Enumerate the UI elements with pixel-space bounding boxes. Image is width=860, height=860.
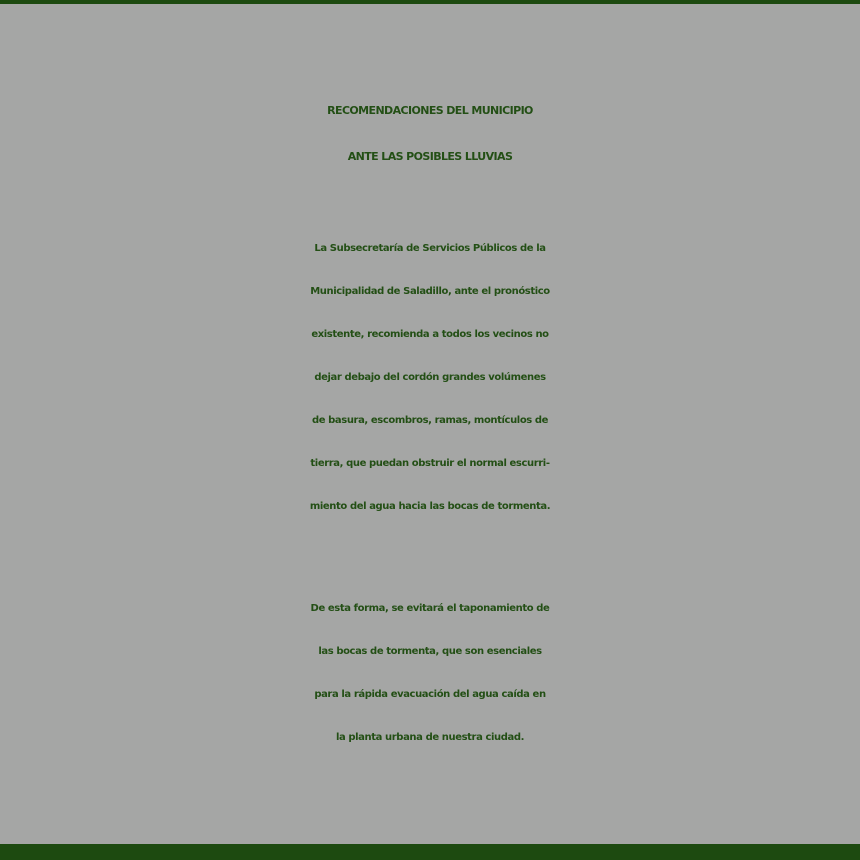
paragraph-line: Municipalidad de Saladillo, ante el pronóstico <box>310 286 550 297</box>
title-line: ANTE LAS POSIBLES LLUVIAS <box>347 150 513 163</box>
paragraph-recommendation <box>0 227 860 528</box>
bottom-border-bar <box>0 844 860 860</box>
top-border-bar <box>0 0 860 4</box>
paragraph-line: De esta forma, se evitará el taponamiento de <box>310 603 550 614</box>
announcement-title <box>0 88 860 180</box>
paragraph-line: dejar debajo del cordón grandes volúmenes <box>314 372 546 383</box>
paragraph-consequence <box>0 587 860 759</box>
paragraph-line: de basura, escombros, ramas, montículos de <box>311 415 549 426</box>
paragraph-line: miento del agua hacia las bocas de tormenta. <box>309 501 551 512</box>
paragraph-line: La Subsecretaría de Servicios Públicos de la <box>314 243 546 254</box>
title-line: RECOMENDACIONES DEL MUNICIPIO <box>327 104 533 117</box>
paragraph-line: la planta urbana de nuestra ciudad. <box>335 732 525 743</box>
paragraph-line: tierra, que puedan obstruir el normal escurri- <box>310 458 550 469</box>
paragraph-line: para la rápida evacuación del agua caída en <box>314 689 546 700</box>
paragraph-line: las bocas de tormenta, que son esenciales <box>318 646 542 657</box>
paragraph-line: existente, recomienda a todos los vecinos no <box>311 329 549 340</box>
